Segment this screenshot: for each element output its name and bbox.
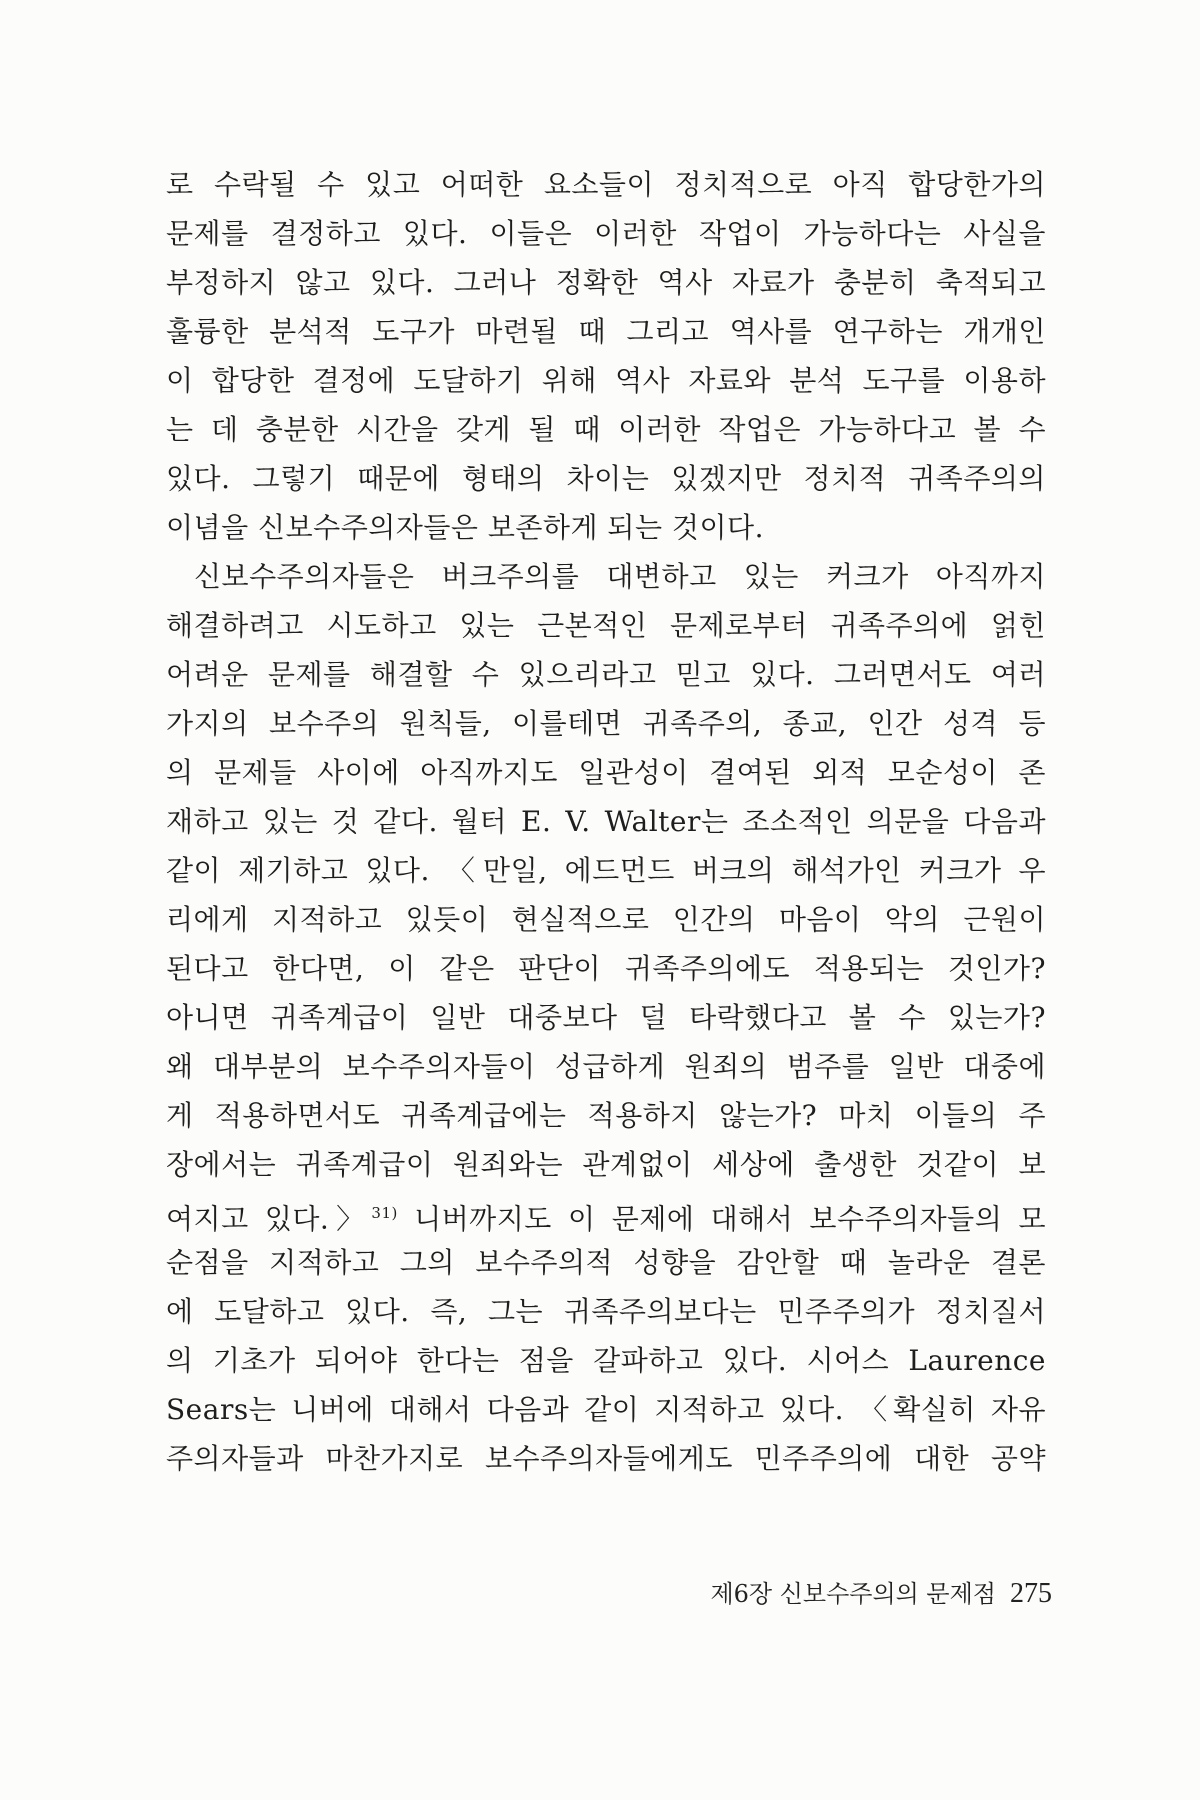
chapter-title: 제6장 신보수주의의 문제점	[710, 1580, 996, 1608]
text-line: 문제를 결정하고 있다. 이들은 이러한 작업이 가능하다는 사실을	[166, 217, 1046, 250]
text-segment: 니버까지도 이 문제에 대해서 보수주의자들의 모	[397, 1202, 1046, 1236]
text-line: 재하고 있는 것 같다. 월터 E. V. Walter는 조소적인 의문을 다음과	[166, 805, 1046, 838]
text-line: 왜 대부분의 보수주의자들이 성급하게 원죄의 범주를 일반 대중에	[166, 1050, 1046, 1083]
body-text	[166, 160, 1046, 1483]
text-line: 에 도달하고 있다. 즉, 그는 귀족주의보다는 민주주의가 정치질서	[166, 1295, 1046, 1328]
text-line: 가지의 보수주의 원칙들, 이를테면 귀족주의, 종교, 인간 성격 등	[166, 707, 1046, 740]
footnote-marker[interactable]: 31)	[371, 1204, 398, 1222]
page-number: 275	[1010, 1578, 1052, 1609]
text-line: 로 수락될 수 있고 어떠한 요소들이 정치적으로 아직 합당한가의	[166, 168, 1046, 201]
text-line: 해결하려고 시도하고 있는 근본적인 문제로부터 귀족주의에 얽힌	[166, 609, 1046, 642]
page-footer	[710, 1574, 1052, 1610]
text-line: 아니면 귀족계급이 일반 대중보다 덜 타락했다고 볼 수 있는가?	[166, 1001, 1046, 1034]
text-line: 이념을 신보수주의자들은 보존하게 되는 것이다.	[166, 511, 764, 544]
text-segment: 여지고 있다.〉	[166, 1202, 372, 1236]
text-line: 같이 제기하고 있다. 〈만일, 에드먼드 버크의 해석가인 커크가 우	[166, 854, 1046, 887]
text-line: 어려운 문제를 해결할 수 있으리라고 믿고 있다. 그러면서도 여러	[166, 658, 1046, 691]
text-line: 의 문제들 사이에 아직까지도 일관성이 결여된 외적 모순성이 존	[166, 756, 1046, 789]
text-line: 장에서는 귀족계급이 원죄와는 관계없이 세상에 출생한 것같이 보	[166, 1148, 1046, 1181]
text-line: 주의자들과 마찬가지로 보수주의자들에게도 민주주의에 대한 공약	[166, 1442, 1046, 1475]
text-line: 순점을 지적하고 그의 보수주의적 성향을 감안할 때 놀라운 결론	[166, 1246, 1046, 1279]
text-line: 이 합당한 결정에 도달하기 위해 역사 자료와 분석 도구를 이용하	[166, 364, 1046, 397]
text-line-with-footnote	[166, 1189, 1046, 1238]
text-line: 의 기초가 되어야 한다는 점을 갈파하고 있다. 시어스 Laurence	[166, 1344, 1046, 1377]
text-line: Sears는 니버에 대해서 다음과 같이 지적하고 있다. 〈확실히 자유	[166, 1393, 1046, 1426]
text-line: 된다고 한다면, 이 같은 판단이 귀족주의에도 적용되는 것인가?	[166, 952, 1046, 985]
text-line: 리에게 지적하고 있듯이 현실적으로 인간의 마음이 악의 근원이	[166, 903, 1046, 936]
text-line: 있다. 그렇기 때문에 형태의 차이는 있겠지만 정치적 귀족주의의	[166, 462, 1046, 495]
text-line: 는 데 충분한 시간을 갖게 될 때 이러한 작업은 가능하다고 볼 수	[166, 413, 1046, 446]
text-line: 부정하지 않고 있다. 그러나 정확한 역사 자료가 충분히 축적되고	[166, 266, 1046, 299]
text-line: 게 적용하면서도 귀족계급에는 적용하지 않는가? 마치 이들의 주	[166, 1099, 1046, 1132]
text-line: 신보수주의자들은 버크주의를 대변하고 있는 커크가 아직까지	[194, 560, 1046, 593]
text-line: 훌륭한 분석적 도구가 마련될 때 그리고 역사를 연구하는 개개인	[166, 315, 1046, 348]
